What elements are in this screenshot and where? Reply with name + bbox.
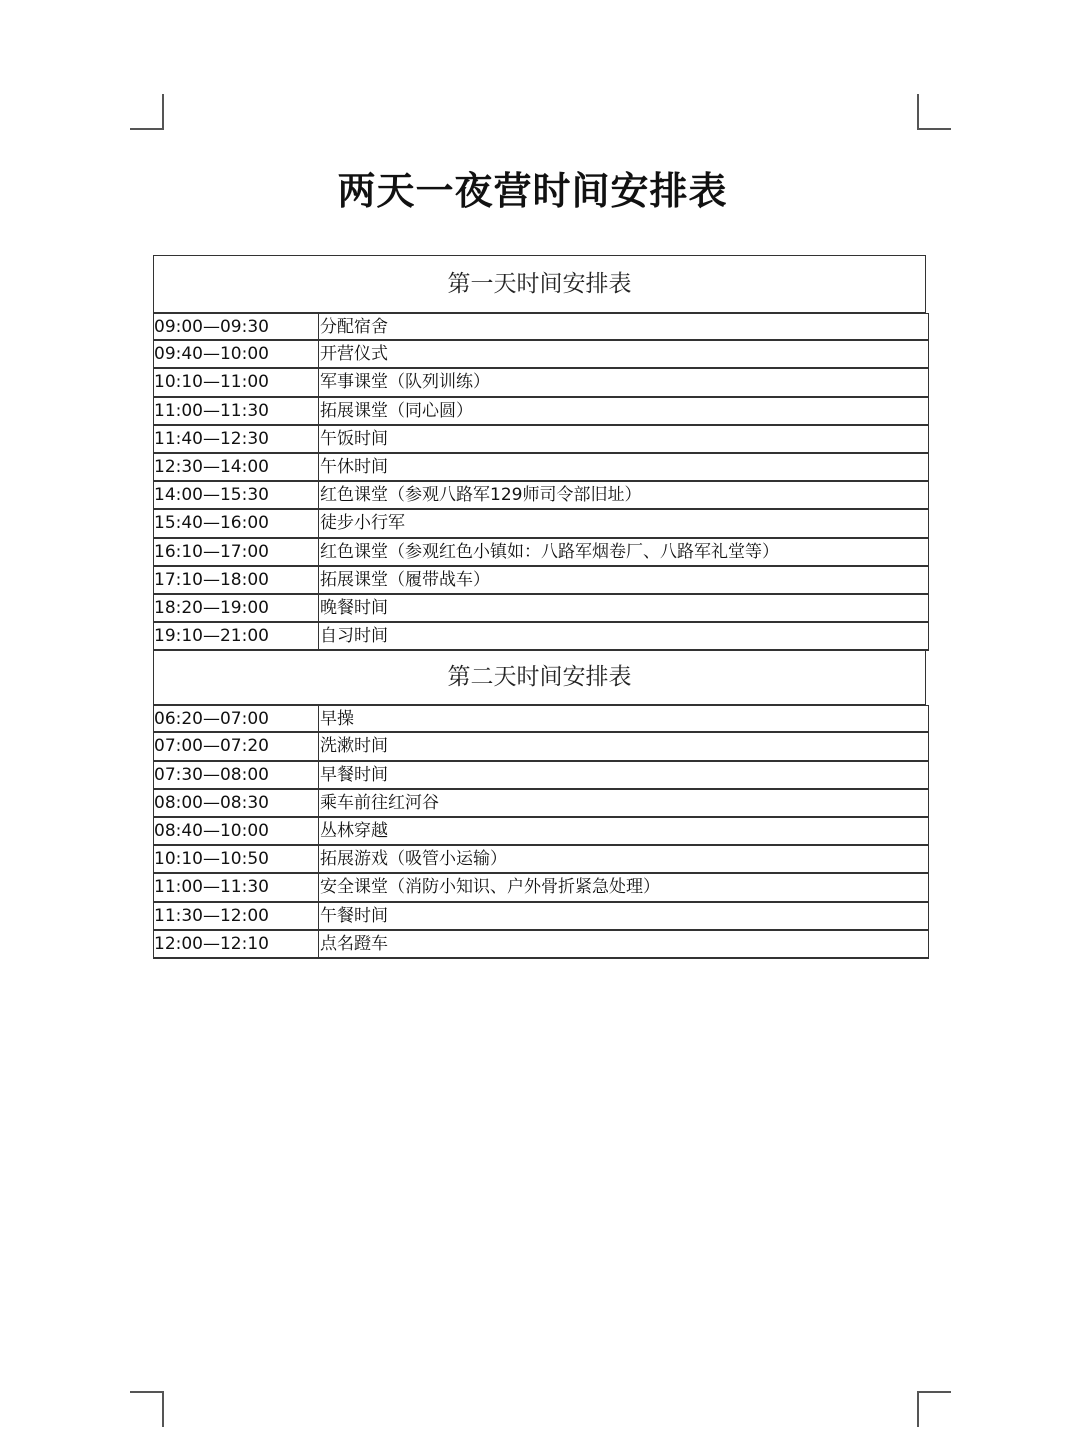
- time-cell: 07:00—07:20: [154, 733, 319, 759]
- activity-cell: 晚餐时间: [320, 597, 388, 618]
- table-row: [154, 931, 929, 959]
- time-cell: 11:30—12:00: [154, 903, 319, 929]
- table-row: [154, 705, 929, 733]
- table-row: [154, 313, 929, 341]
- time-cell: 11:40—12:30: [154, 426, 319, 452]
- time-cell: 09:40—10:00: [154, 341, 319, 367]
- crop-mark-bottom-right: [917, 1391, 951, 1427]
- activity-cell: 丛林穿越: [320, 821, 388, 841]
- day1-rows: [153, 313, 928, 651]
- activity-cell: 开营仪式: [320, 344, 388, 365]
- time-cell: 07:30—08:00: [154, 762, 319, 788]
- table-row: [154, 790, 929, 818]
- activity-cell: 午餐时间: [320, 905, 388, 926]
- activity-cell: 拓展课堂（履带战车）: [320, 569, 490, 590]
- table-row: [154, 567, 929, 595]
- activity-cell: 红色课堂（参观八路军129师司令部旧址）: [320, 485, 642, 506]
- table-row: [154, 818, 929, 846]
- day2-rows: [153, 705, 928, 959]
- table-row: [154, 733, 929, 761]
- time-cell: 12:00—12:10: [154, 931, 319, 957]
- table-row: [154, 595, 929, 623]
- activity-cell: 早操: [320, 709, 354, 730]
- table-row: [154, 426, 929, 454]
- table-row: [154, 369, 929, 397]
- time-cell: 11:00—11:30: [154, 874, 319, 900]
- time-cell: 17:10—18:00: [154, 567, 319, 593]
- activity-cell: 点名蹬车: [320, 933, 388, 954]
- activity-cell: 午饭时间: [320, 428, 388, 449]
- time-cell: 15:40—16:00: [154, 510, 319, 536]
- activity-cell: 自习时间: [320, 626, 388, 647]
- activity-cell: 红色课堂（参观红色小镇如：八路军烟卷厂、八路军礼堂等）: [320, 541, 779, 562]
- day1-heading: 第一天时间安排表: [153, 255, 926, 313]
- table-row: [154, 454, 929, 482]
- activity-cell: 午休时间: [320, 456, 388, 477]
- schedule-table: [153, 255, 928, 959]
- time-cell: 08:00—08:30: [154, 790, 319, 816]
- table-row: [154, 903, 929, 931]
- crop-mark-top-right: [917, 94, 951, 130]
- activity-cell: 分配宿舍: [320, 317, 388, 337]
- time-cell: 18:20—19:00: [154, 595, 319, 621]
- table-row: [154, 482, 929, 510]
- time-cell: 08:40—10:00: [154, 818, 319, 844]
- activity-cell: 拓展游戏（吸管小运输）: [320, 849, 507, 870]
- activity-cell: 徒步小行军: [320, 513, 405, 534]
- table-row: [154, 341, 929, 369]
- table-row: [154, 623, 929, 651]
- day2-heading: 第二天时间安排表: [153, 651, 926, 705]
- table-row: [154, 762, 929, 790]
- time-cell: 14:00—15:30: [154, 482, 319, 508]
- activity-cell: 军事课堂（队列训练）: [320, 372, 490, 393]
- time-cell: 16:10—17:00: [154, 539, 319, 565]
- time-cell: 19:10—21:00: [154, 623, 319, 649]
- activity-cell: 安全课堂（消防小知识、户外骨折紧急处理）: [320, 877, 660, 898]
- time-cell: 10:10—11:00: [154, 369, 319, 395]
- activity-cell: 乘车前往红河谷: [320, 792, 439, 813]
- time-cell: 09:00—09:30: [154, 314, 319, 339]
- table-row: [154, 846, 929, 874]
- table-row: [154, 539, 929, 567]
- table-row: [154, 398, 929, 426]
- activity-cell: 洗漱时间: [320, 736, 388, 757]
- time-cell: 10:10—10:50: [154, 846, 319, 872]
- document-title: 两天一夜营时间安排表: [337, 169, 728, 213]
- time-cell: 06:20—07:00: [154, 706, 319, 731]
- activity-cell: 拓展课堂（同心圆）: [320, 400, 473, 421]
- time-cell: 12:30—14:00: [154, 454, 319, 480]
- time-cell: 11:00—11:30: [154, 398, 319, 424]
- table-row: [154, 510, 929, 538]
- activity-cell: 早餐时间: [320, 764, 388, 785]
- table-row: [154, 874, 929, 902]
- crop-mark-top-left: [130, 94, 164, 130]
- crop-mark-bottom-left: [130, 1391, 164, 1427]
